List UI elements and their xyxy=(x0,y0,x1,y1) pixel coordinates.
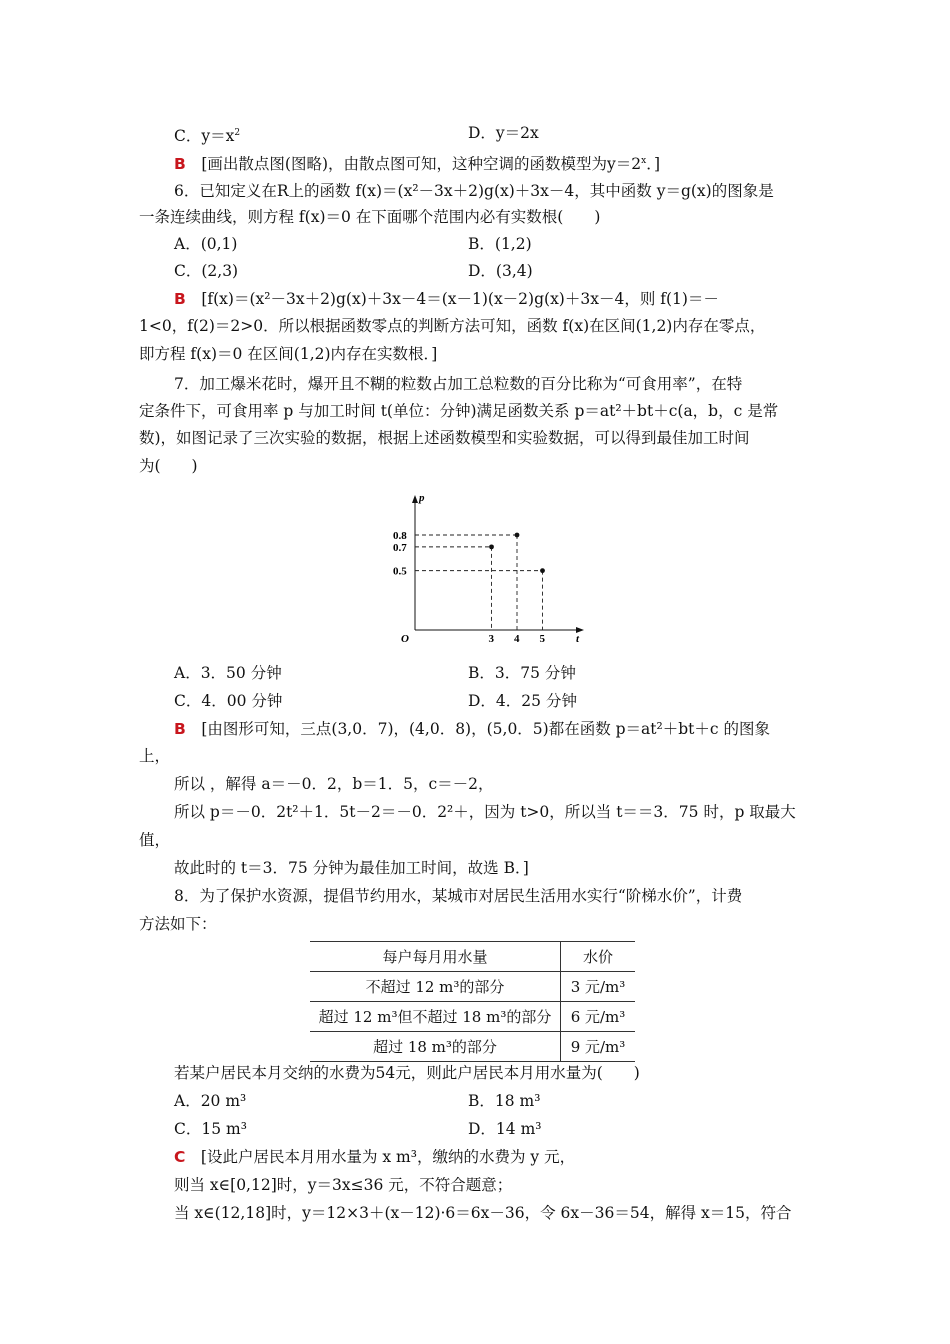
table-row xyxy=(310,1002,635,1032)
data-point xyxy=(489,544,494,549)
table-header-cell: 水价 xyxy=(582,947,613,966)
q6-option-b: B．(1,2) xyxy=(468,235,532,253)
q6-option-a: A．(0,1) xyxy=(174,235,238,253)
q7-answer-line2: 上， xyxy=(139,747,171,765)
q5-option-d: D．y＝2x xyxy=(468,124,539,142)
q7-option-d: D．4．25 分钟 xyxy=(468,692,577,710)
x-tick-label: 3 xyxy=(488,633,494,645)
y-tick-label: 0.7 xyxy=(393,541,407,554)
table-cell: 3 元/m³ xyxy=(570,977,626,996)
q6-option-c: C．(2,3) xyxy=(174,262,239,280)
y-axis-arrow xyxy=(412,495,418,503)
q8-option-c: C．15 m³ xyxy=(174,1120,247,1138)
x-axis-label: t xyxy=(576,633,580,645)
q7-stem-line2: 定条件下，可食用率 p 与加工时间 t(单位：分钟)满足函数关系 p＝at²＋bt＋c(a，b，c 是常 xyxy=(139,402,779,420)
q7-option-c: C．4．00 分钟 xyxy=(174,692,283,710)
q7-scatter-chart xyxy=(380,485,600,650)
q8-stem-line2: 方法如下： xyxy=(139,915,217,933)
q8-question: 若某户居民本月交纳的水费为54元，则此户居民本月用水量为( ) xyxy=(174,1064,640,1082)
chart-guide-lines xyxy=(415,535,543,630)
chart-labels xyxy=(393,492,580,645)
q6-stem-line1: 6．已知定义在R上的函数 f(x)＝(x²－3x＋2)g(x)＋3x－4，其中函数 y＝g(x)的图象是 xyxy=(174,182,774,200)
y-axis-label: p xyxy=(419,492,425,504)
table-cell: 超过 18 m³的部分 xyxy=(310,1032,561,1062)
q7-stem-line4: 为( ) xyxy=(139,457,198,475)
q5-option-c: C．$y=x^2$ xyxy=(174,127,241,145)
q7-answer-line4: 所以 p＝－0．2t²＋1．5t－2＝－0．2²＋，因为 t>0，所以当 t＝＝3．75 时，p 取最大 xyxy=(174,803,796,821)
q8-option-a: A．20 m³ xyxy=(174,1092,247,1110)
q6-option-d: D．(3,4) xyxy=(468,262,533,280)
data-point xyxy=(540,568,545,573)
q8-option-b: B．18 m³ xyxy=(468,1092,541,1110)
table-cell: 超过 12 m³但不超过 18 m³的部分 xyxy=(310,1002,561,1032)
q8-stem-line1: 8．为了保护水资源，提倡节约用水，某城市对居民生活用水实行“阶梯水价”，计费 xyxy=(174,887,743,905)
chart-axes xyxy=(412,495,584,633)
q6-answer-line3: 即方程 f(x)＝0 在区间(1,2)内存在实数根．] xyxy=(139,345,438,363)
table-row xyxy=(310,972,635,1002)
data-point xyxy=(515,533,520,538)
q8-answer-line2: 则当 x∈[0,12]时，y＝3x≤36 元，不符合题意； xyxy=(174,1176,513,1194)
q8-answer-line1: C [设此户居民本月用水量为 x m³，缴纳的水费为 y 元， xyxy=(174,1148,576,1166)
table-cell: 不超过 12 m³的部分 xyxy=(310,972,561,1002)
q6-answer-line1: B [f(x)＝(x²－3x＋2)g(x)＋3x－4＝(x－1)(x－2)g(x)＋3x－4，则 f(1)＝－ xyxy=(174,290,719,308)
table-header-row xyxy=(310,942,635,972)
q7-answer-line3: 所以 ，解得 a＝－0．2，b＝1．5，c＝－2， xyxy=(174,775,494,793)
q6-stem-line2: 一条连续曲线，则方程 f(x)＝0 在下面哪个范围内必有实数根( ) xyxy=(139,208,601,226)
q7-answer-line5: 值， xyxy=(139,831,171,849)
q7-stem-line3: 数)，如图记录了三次实验的数据，根据上述函数模型和实验数据，可以得到最佳加工时间 xyxy=(139,429,750,447)
y-tick-label: 0.8 xyxy=(393,530,407,542)
answer-letter: B xyxy=(174,155,186,173)
table-cell: 6 元/m³ xyxy=(570,1007,626,1026)
q5-answer: B [画出散点图(图略)，由散点图可知，这种空调的函数模型为$y=2^x$．] xyxy=(174,155,660,173)
water-price-table xyxy=(310,941,635,1062)
q7-option-a: A．3．50 分钟 xyxy=(174,664,282,682)
answer-letter: B xyxy=(174,290,186,308)
table-row xyxy=(310,1032,635,1062)
x-tick-label: 4 xyxy=(514,633,520,645)
q6-answer-line2: 1<0，f(2)＝2>0．所以根据函数零点的判断方法可知，函数 f(x)在区间(1,2)内存在零点， xyxy=(139,317,766,335)
answer-letter: C xyxy=(174,1148,186,1166)
x-tick-label: 5 xyxy=(539,633,545,645)
q7-stem-line1: 7．加工爆米花时，爆开且不糊的粒数占加工总粒数的百分比称为“可食用率”，在特 xyxy=(174,375,743,393)
origin-label: O xyxy=(401,633,409,645)
y-tick-label: 0.5 xyxy=(393,565,407,578)
table-header-cell: 每户每月用水量 xyxy=(310,942,561,972)
answer-letter: B xyxy=(174,720,186,738)
q8-option-d: D．14 m³ xyxy=(468,1120,542,1138)
q7-answer-line1: B [由图形可知，三点(3,0．7)，(4,0．8)，(5,0．5)都在函数 p＝at²＋bt＋c 的图象 xyxy=(174,720,771,738)
q7-option-b: B．3．75 分钟 xyxy=(468,664,576,682)
q8-answer-line3: 当 x∈(12,18]时，y＝12×3＋(x－12)·6＝6x－36，令 6x－36＝54，解得 x＝15，符合 xyxy=(174,1204,792,1222)
q7-answer-line6: 故此时的 t＝3．75 分钟为最佳加工时间，故选 B．] xyxy=(174,859,529,877)
table-cell: 9 元/m³ xyxy=(570,1037,626,1056)
